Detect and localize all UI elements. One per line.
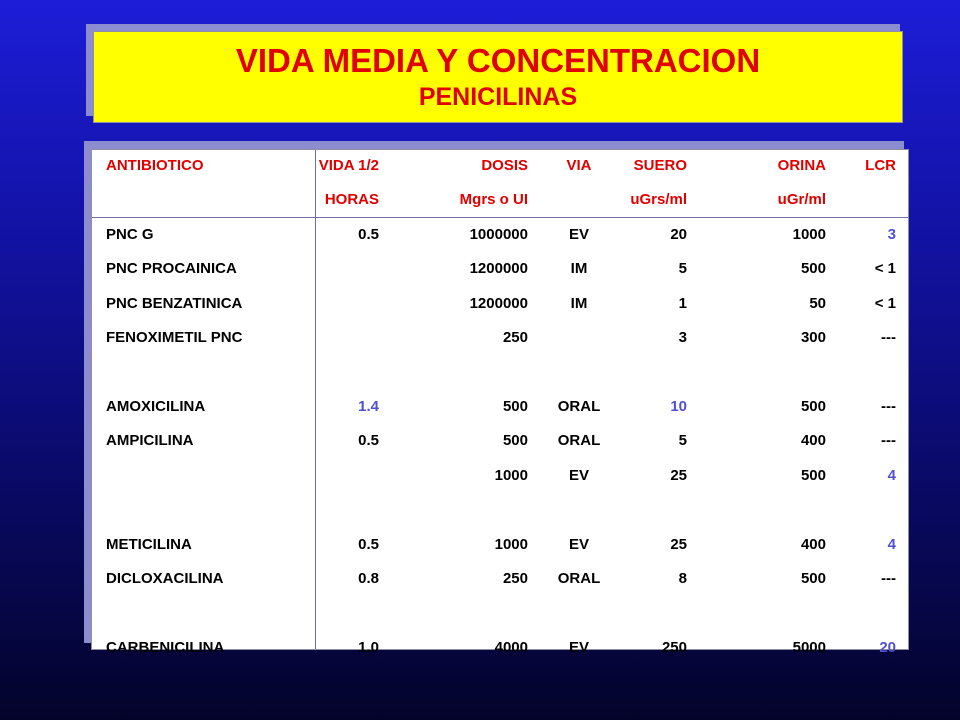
column-header: DOSIS — [481, 157, 528, 174]
table-cell-antibiotico: AMOXICILINA — [106, 398, 206, 415]
table-cell-via: IM — [570, 295, 588, 312]
column-divider — [315, 150, 316, 649]
table-cell-dosis: 1000000 — [469, 226, 528, 243]
table-cell-lcr: 4 — [887, 467, 896, 484]
table-cell-dosis: 500 — [502, 398, 528, 415]
table-cell-lcr: --- — [881, 570, 896, 587]
table-cell-suero: 1 — [678, 295, 687, 312]
table-cell-dosis: 250 — [502, 570, 528, 587]
column-header: uGr/ml — [777, 191, 826, 208]
table-cell-dosis: 1000 — [494, 467, 528, 484]
table-cell-suero: 5 — [678, 260, 687, 277]
table-cell-lcr: < 1 — [874, 295, 896, 312]
title-box — [93, 31, 903, 123]
column-header: Mgrs o UI — [459, 191, 528, 208]
header-divider — [92, 217, 908, 218]
table-cell-dosis: 500 — [502, 432, 528, 449]
table-cell-suero: 25 — [670, 536, 687, 553]
column-header: VIA — [566, 157, 592, 174]
table-cell-antibiotico: PNC PROCAINICA — [106, 260, 237, 277]
table-cell-dosis: 1200000 — [469, 295, 528, 312]
table-cell-antibiotico: AMPICILINA — [106, 432, 194, 449]
table-cell-dosis: 250 — [502, 329, 528, 346]
slide-subtitle: PENICILINAS — [418, 83, 578, 111]
table-cell-lcr: 20 — [879, 639, 896, 656]
table-cell-vida: 1.4 — [358, 398, 379, 415]
table-cell-lcr: < 1 — [874, 260, 896, 277]
table-cell-via: EV — [568, 639, 589, 656]
table-cell-suero: 250 — [661, 639, 687, 656]
table-cell-lcr: 3 — [887, 226, 896, 243]
table-cell-via: ORAL — [557, 432, 601, 449]
table-cell-orina: 5000 — [792, 639, 826, 656]
table-cell-suero: 5 — [678, 432, 687, 449]
column-header: VIDA 1/2 — [318, 157, 379, 174]
table-cell-orina: 500 — [800, 260, 826, 277]
table-cell-lcr: --- — [881, 432, 896, 449]
column-header: ORINA — [777, 157, 826, 174]
table-cell-lcr: --- — [881, 398, 896, 415]
table-cell-suero: 25 — [670, 467, 687, 484]
table-cell-suero: 20 — [670, 226, 687, 243]
table-cell-vida: 1.0 — [358, 639, 379, 656]
data-table — [91, 149, 909, 656]
column-header: SUERO — [633, 157, 687, 174]
table-cell-lcr: 4 — [887, 536, 896, 553]
table-cell-suero: 3 — [678, 329, 687, 346]
table-cell-vida: 0.5 — [358, 432, 379, 449]
table-cell-orina: 400 — [800, 536, 826, 553]
slide-title: VIDA MEDIA Y CONCENTRACION — [235, 42, 761, 79]
table-cell-dosis: 4000 — [494, 639, 528, 656]
column-header: LCR — [865, 157, 896, 174]
table-cell-antibiotico: DICLOXACILINA — [106, 570, 224, 587]
table-cell-via: ORAL — [557, 398, 601, 415]
table-cell-suero: 10 — [670, 398, 687, 415]
table-cell-orina: 400 — [800, 432, 826, 449]
table-cell-antibiotico: FENOXIMETIL PNC — [106, 329, 243, 346]
table-cell-lcr: --- — [881, 329, 896, 346]
table-cell-via: IM — [570, 260, 588, 277]
table-cell-via: ORAL — [557, 570, 601, 587]
table-cell-antibiotico: CARBENICILINA — [106, 639, 225, 656]
table-cell-dosis: 1200000 — [469, 260, 528, 277]
table-cell-orina: 50 — [809, 295, 826, 312]
table-cell-via: EV — [568, 226, 589, 243]
table-cell-suero: 8 — [678, 570, 687, 587]
table-cell-orina: 500 — [800, 398, 826, 415]
column-header: HORAS — [324, 191, 379, 208]
table-cell-orina: 1000 — [792, 226, 826, 243]
table-cell-orina: 500 — [800, 570, 826, 587]
table-cell-vida: 0.8 — [358, 570, 379, 587]
column-header: uGrs/ml — [630, 191, 687, 208]
table-cell-vida: 0.5 — [358, 536, 379, 553]
table-cell-antibiotico: METICILINA — [106, 536, 192, 553]
table-cell-antibiotico: PNC BENZATINICA — [106, 295, 243, 312]
table-cell-orina: 500 — [800, 467, 826, 484]
table-cell-via: EV — [568, 536, 589, 553]
table-cell-vida: 0.5 — [358, 226, 379, 243]
table-cell-via: EV — [568, 467, 589, 484]
table-cell-antibiotico: PNC G — [106, 226, 154, 243]
column-header: ANTIBIOTICO — [106, 157, 204, 174]
table-cell-orina: 300 — [800, 329, 826, 346]
table-cell-dosis: 1000 — [494, 536, 528, 553]
